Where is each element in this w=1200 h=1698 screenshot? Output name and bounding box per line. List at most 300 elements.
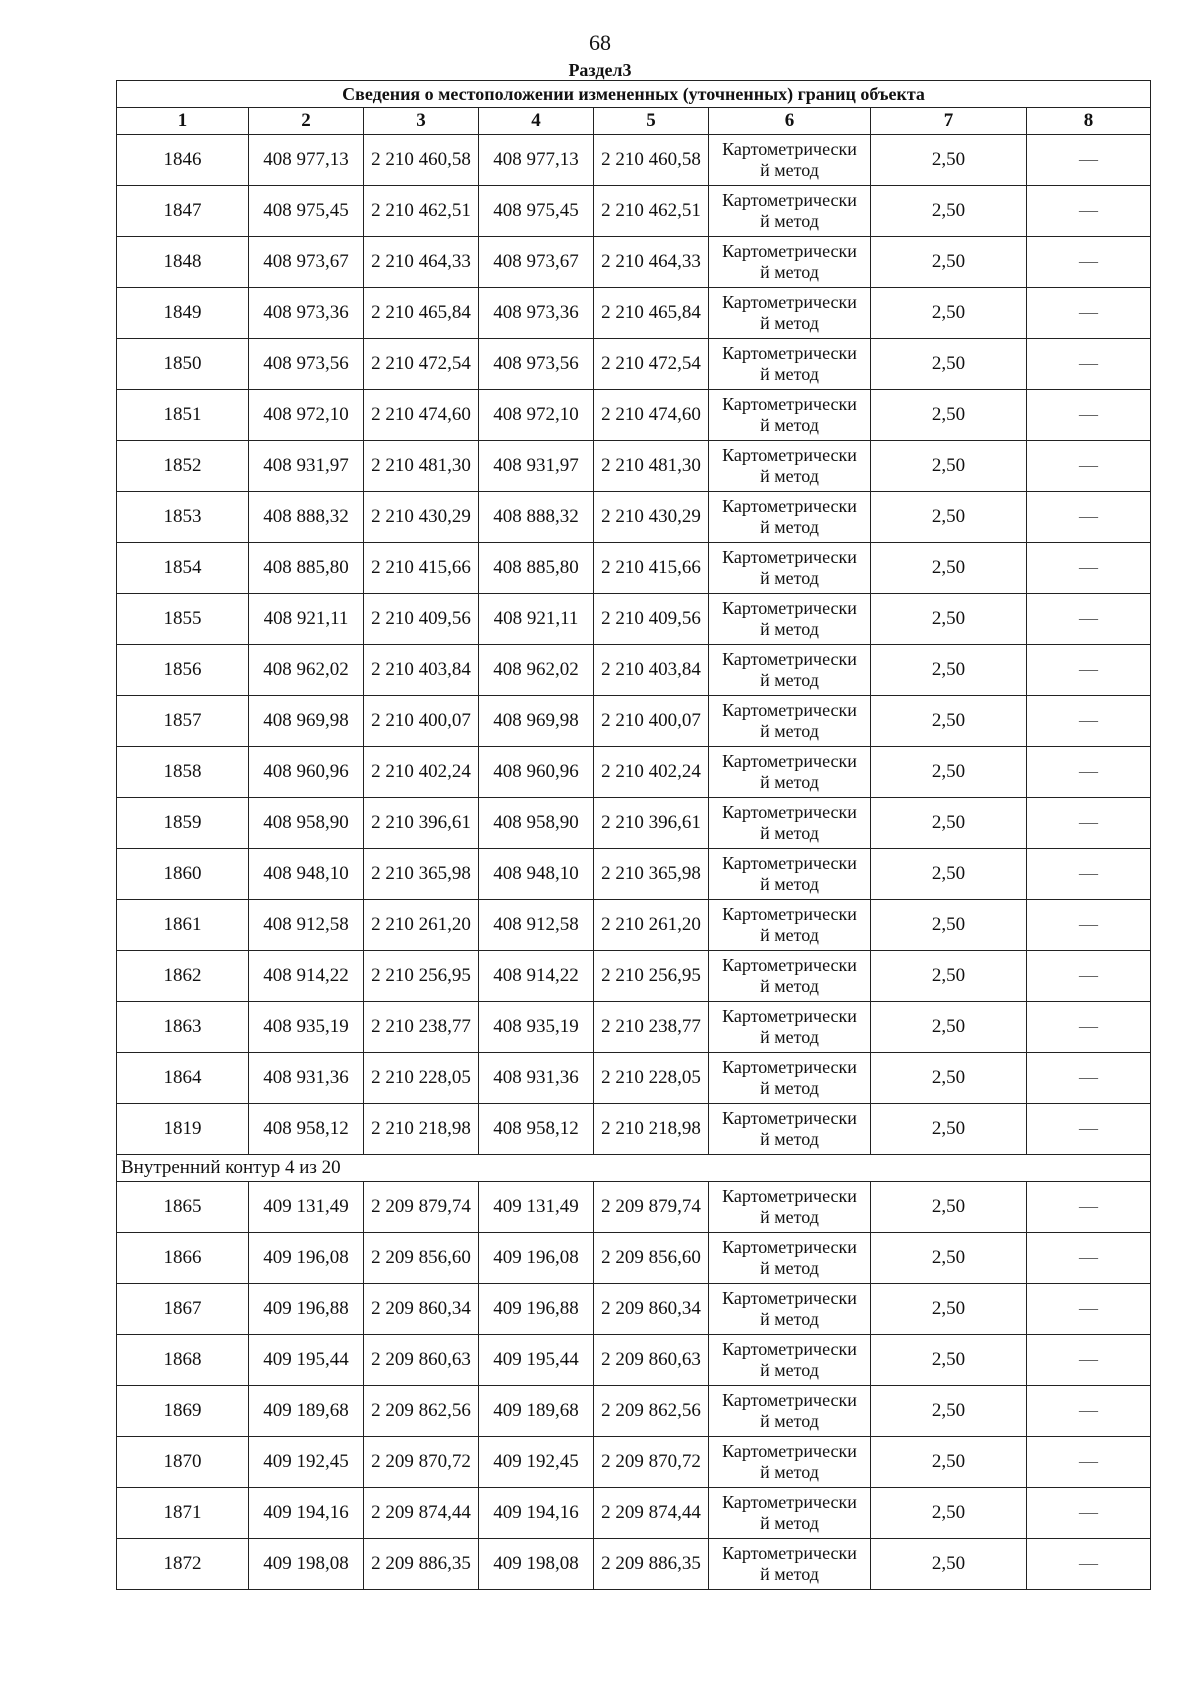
- note-cell: —: [1027, 390, 1151, 441]
- coord-y-cell: 2 210 474,60: [364, 390, 479, 441]
- table-row: [117, 288, 1151, 339]
- method-line-2: й метод: [760, 262, 819, 282]
- method-cell: [709, 288, 871, 339]
- point-number-cell: 1854: [117, 543, 249, 594]
- method-line-1: Картометрически: [722, 1492, 857, 1512]
- coord-y-cell: 2 210 396,61: [364, 798, 479, 849]
- coord-y-cell: 2 210 460,58: [364, 135, 479, 186]
- accuracy-cell: 2,50: [871, 798, 1027, 849]
- accuracy-cell: 2,50: [871, 1488, 1027, 1539]
- accuracy-cell: 2,50: [871, 900, 1027, 951]
- note-cell: —: [1027, 1284, 1151, 1335]
- coord-y-cell: 2 210 465,84: [364, 288, 479, 339]
- table-row: [117, 798, 1151, 849]
- table-row: [117, 492, 1151, 543]
- point-number-cell: 1850: [117, 339, 249, 390]
- table-row: [117, 696, 1151, 747]
- coord-x-new-cell: 408 973,56: [479, 339, 594, 390]
- coord-x-cell: 409 196,08: [249, 1233, 364, 1284]
- note-cell: —: [1027, 1233, 1151, 1284]
- coord-y-new-cell: 2 209 860,63: [594, 1335, 709, 1386]
- coord-y-cell: 2 210 409,56: [364, 594, 479, 645]
- note-cell: —: [1027, 747, 1151, 798]
- note-cell: —: [1027, 492, 1151, 543]
- point-number-cell: 1859: [117, 798, 249, 849]
- coord-x-cell: 408 958,90: [249, 798, 364, 849]
- coord-y-new-cell: 2 210 415,66: [594, 543, 709, 594]
- point-number-cell: 1847: [117, 186, 249, 237]
- method-cell: [709, 1002, 871, 1053]
- point-number-cell: 1855: [117, 594, 249, 645]
- accuracy-cell: 2,50: [871, 390, 1027, 441]
- table-row: [117, 1002, 1151, 1053]
- table-row: [117, 186, 1151, 237]
- note-cell: —: [1027, 1335, 1151, 1386]
- coord-x-cell: 408 935,19: [249, 1002, 364, 1053]
- method-line-1: Картометрически: [722, 547, 857, 567]
- method-line-2: й метод: [760, 721, 819, 741]
- point-number-cell: 1856: [117, 645, 249, 696]
- method-line-1: Картометрически: [722, 496, 857, 516]
- accuracy-cell: 2,50: [871, 1182, 1027, 1233]
- boundary-table: [116, 80, 1151, 1590]
- contour-subheader: Внутренний контур 4 из 20: [117, 1155, 1151, 1182]
- accuracy-cell: 2,50: [871, 1539, 1027, 1590]
- accuracy-cell: 2,50: [871, 288, 1027, 339]
- column-number-row: [117, 108, 1151, 135]
- table-row: [117, 237, 1151, 288]
- coord-x-cell: 408 973,36: [249, 288, 364, 339]
- coord-y-new-cell: 2 210 430,29: [594, 492, 709, 543]
- coord-y-cell: 2 210 400,07: [364, 696, 479, 747]
- method-line-1: Картометрически: [722, 1006, 857, 1026]
- method-line-2: й метод: [760, 1513, 819, 1533]
- accuracy-cell: 2,50: [871, 441, 1027, 492]
- coord-y-new-cell: 2 210 462,51: [594, 186, 709, 237]
- table-row: [117, 1539, 1151, 1590]
- coord-y-cell: 2 209 860,34: [364, 1284, 479, 1335]
- coord-x-cell: 408 912,58: [249, 900, 364, 951]
- column-number: 2: [249, 108, 364, 135]
- table-row: [117, 441, 1151, 492]
- note-cell: —: [1027, 237, 1151, 288]
- method-line-2: й метод: [760, 925, 819, 945]
- accuracy-cell: 2,50: [871, 339, 1027, 390]
- point-number-cell: 1846: [117, 135, 249, 186]
- method-line-1: Картометрически: [722, 1441, 857, 1461]
- coord-x-new-cell: 408 888,32: [479, 492, 594, 543]
- coord-y-new-cell: 2 209 856,60: [594, 1233, 709, 1284]
- note-cell: —: [1027, 1182, 1151, 1233]
- table-row: [117, 900, 1151, 951]
- coord-x-new-cell: 408 914,22: [479, 951, 594, 1002]
- accuracy-cell: 2,50: [871, 543, 1027, 594]
- coord-y-new-cell: 2 210 218,98: [594, 1104, 709, 1155]
- point-number-cell: 1857: [117, 696, 249, 747]
- note-cell: —: [1027, 849, 1151, 900]
- accuracy-cell: 2,50: [871, 1284, 1027, 1335]
- method-cell: [709, 1335, 871, 1386]
- coord-x-cell: 409 194,16: [249, 1488, 364, 1539]
- table-row: [117, 849, 1151, 900]
- table-row: [117, 951, 1151, 1002]
- coord-x-cell: 409 195,44: [249, 1335, 364, 1386]
- coord-y-new-cell: 2 210 228,05: [594, 1053, 709, 1104]
- method-cell: [709, 849, 871, 900]
- accuracy-cell: 2,50: [871, 747, 1027, 798]
- coord-y-cell: 2 210 403,84: [364, 645, 479, 696]
- point-number-cell: 1852: [117, 441, 249, 492]
- point-number-cell: 1849: [117, 288, 249, 339]
- coord-y-cell: 2 209 879,74: [364, 1182, 479, 1233]
- coord-y-new-cell: 2 210 365,98: [594, 849, 709, 900]
- coord-y-new-cell: 2 210 465,84: [594, 288, 709, 339]
- note-cell: —: [1027, 186, 1151, 237]
- accuracy-cell: 2,50: [871, 645, 1027, 696]
- coord-y-cell: 2 210 430,29: [364, 492, 479, 543]
- note-cell: —: [1027, 1539, 1151, 1590]
- coord-y-new-cell: 2 210 402,24: [594, 747, 709, 798]
- coord-x-cell: 408 975,45: [249, 186, 364, 237]
- method-cell: [709, 798, 871, 849]
- point-number-cell: 1869: [117, 1386, 249, 1437]
- table-row: [117, 1053, 1151, 1104]
- point-number-cell: 1870: [117, 1437, 249, 1488]
- method-line-2: й метод: [760, 313, 819, 333]
- method-cell: [709, 390, 871, 441]
- coord-x-new-cell: 408 931,97: [479, 441, 594, 492]
- note-cell: —: [1027, 1488, 1151, 1539]
- method-cell: [709, 1488, 871, 1539]
- coord-y-cell: 2 210 402,24: [364, 747, 479, 798]
- method-cell: [709, 696, 871, 747]
- coord-y-cell: 2 210 472,54: [364, 339, 479, 390]
- note-cell: —: [1027, 543, 1151, 594]
- accuracy-cell: 2,50: [871, 1053, 1027, 1104]
- column-number: 6: [709, 108, 871, 135]
- method-line-2: й метод: [760, 772, 819, 792]
- point-number-cell: 1865: [117, 1182, 249, 1233]
- method-line-1: Картометрически: [722, 1288, 857, 1308]
- table-row: [117, 645, 1151, 696]
- coord-x-cell: 408 973,67: [249, 237, 364, 288]
- method-line-1: Картометрически: [722, 1057, 857, 1077]
- note-cell: —: [1027, 135, 1151, 186]
- coord-x-cell: 409 198,08: [249, 1539, 364, 1590]
- table-row: [117, 390, 1151, 441]
- method-cell: [709, 747, 871, 798]
- column-number: 3: [364, 108, 479, 135]
- method-line-1: Картометрически: [722, 241, 857, 261]
- coord-y-new-cell: 2 210 400,07: [594, 696, 709, 747]
- coord-x-new-cell: 409 196,08: [479, 1233, 594, 1284]
- method-line-2: й метод: [760, 1309, 819, 1329]
- coord-y-cell: 2 209 870,72: [364, 1437, 479, 1488]
- coord-x-cell: 409 189,68: [249, 1386, 364, 1437]
- method-cell: [709, 135, 871, 186]
- method-line-1: Картометрически: [722, 802, 857, 822]
- contour-subheader-row: [117, 1155, 1151, 1182]
- coord-y-cell: 2 210 238,77: [364, 1002, 479, 1053]
- coord-y-new-cell: 2 210 256,95: [594, 951, 709, 1002]
- coord-y-new-cell: 2 210 464,33: [594, 237, 709, 288]
- coord-y-cell: 2 210 256,95: [364, 951, 479, 1002]
- point-number-cell: 1860: [117, 849, 249, 900]
- coord-y-cell: 2 210 261,20: [364, 900, 479, 951]
- note-cell: —: [1027, 1002, 1151, 1053]
- table-row: [117, 1335, 1151, 1386]
- method-line-2: й метод: [760, 466, 819, 486]
- point-number-cell: 1866: [117, 1233, 249, 1284]
- point-number-cell: 1853: [117, 492, 249, 543]
- method-line-2: й метод: [760, 670, 819, 690]
- coord-y-new-cell: 2 210 396,61: [594, 798, 709, 849]
- point-number-cell: 1851: [117, 390, 249, 441]
- coord-y-cell: 2 209 886,35: [364, 1539, 479, 1590]
- accuracy-cell: 2,50: [871, 696, 1027, 747]
- accuracy-cell: 2,50: [871, 951, 1027, 1002]
- method-line-1: Картометрически: [722, 751, 857, 771]
- coord-y-cell: 2 210 462,51: [364, 186, 479, 237]
- method-line-1: Картометрически: [722, 700, 857, 720]
- column-number: 8: [1027, 108, 1151, 135]
- accuracy-cell: 2,50: [871, 1002, 1027, 1053]
- coord-y-new-cell: 2 209 870,72: [594, 1437, 709, 1488]
- method-line-2: й метод: [760, 1564, 819, 1584]
- coord-y-new-cell: 2 209 860,34: [594, 1284, 709, 1335]
- table-row: [117, 1284, 1151, 1335]
- method-line-2: й метод: [760, 1411, 819, 1431]
- coord-y-cell: 2 209 856,60: [364, 1233, 479, 1284]
- point-number-cell: 1872: [117, 1539, 249, 1590]
- coord-x-new-cell: 409 198,08: [479, 1539, 594, 1590]
- section-title: Раздел3: [568, 60, 632, 80]
- coord-x-new-cell: 408 960,96: [479, 747, 594, 798]
- method-line-1: Картометрически: [722, 394, 857, 414]
- note-cell: —: [1027, 696, 1151, 747]
- coord-y-new-cell: 2 210 474,60: [594, 390, 709, 441]
- coord-x-new-cell: 408 912,58: [479, 900, 594, 951]
- column-number: 1: [117, 108, 249, 135]
- point-number-cell: 1848: [117, 237, 249, 288]
- coord-x-cell: 408 931,36: [249, 1053, 364, 1104]
- point-number-cell: 1863: [117, 1002, 249, 1053]
- page-number: 68: [589, 30, 611, 55]
- coord-y-new-cell: 2 210 472,54: [594, 339, 709, 390]
- accuracy-cell: 2,50: [871, 492, 1027, 543]
- coord-x-new-cell: 409 195,44: [479, 1335, 594, 1386]
- method-line-2: й метод: [760, 364, 819, 384]
- method-cell: [709, 441, 871, 492]
- coord-y-cell: 2 210 481,30: [364, 441, 479, 492]
- coord-x-new-cell: 408 975,45: [479, 186, 594, 237]
- coord-x-cell: 408 921,11: [249, 594, 364, 645]
- coord-y-new-cell: 2 209 874,44: [594, 1488, 709, 1539]
- coord-x-new-cell: 408 962,02: [479, 645, 594, 696]
- note-cell: —: [1027, 1104, 1151, 1155]
- note-cell: —: [1027, 645, 1151, 696]
- coord-x-cell: 408 958,12: [249, 1104, 364, 1155]
- method-line-1: Картометрически: [722, 598, 857, 618]
- method-line-2: й метод: [760, 874, 819, 894]
- accuracy-cell: 2,50: [871, 186, 1027, 237]
- method-line-1: Картометрически: [722, 1108, 857, 1128]
- coord-x-cell: 409 192,45: [249, 1437, 364, 1488]
- method-line-2: й метод: [760, 1258, 819, 1278]
- note-cell: —: [1027, 594, 1151, 645]
- note-cell: —: [1027, 288, 1151, 339]
- coord-x-cell: 408 931,97: [249, 441, 364, 492]
- point-number-cell: 1861: [117, 900, 249, 951]
- method-line-2: й метод: [760, 517, 819, 537]
- coord-x-cell: 408 885,80: [249, 543, 364, 594]
- note-cell: —: [1027, 441, 1151, 492]
- method-cell: [709, 1284, 871, 1335]
- coord-y-cell: 2 210 365,98: [364, 849, 479, 900]
- coord-x-new-cell: 408 973,36: [479, 288, 594, 339]
- method-cell: [709, 1182, 871, 1233]
- coord-x-cell: 409 131,49: [249, 1182, 364, 1233]
- note-cell: —: [1027, 951, 1151, 1002]
- note-cell: —: [1027, 1437, 1151, 1488]
- method-cell: [709, 1053, 871, 1104]
- coord-x-new-cell: 409 189,68: [479, 1386, 594, 1437]
- coord-x-new-cell: 409 192,45: [479, 1437, 594, 1488]
- method-line-1: Картометрически: [722, 139, 857, 159]
- table-row: [117, 594, 1151, 645]
- coord-y-cell: 2 209 874,44: [364, 1488, 479, 1539]
- method-line-2: й метод: [760, 211, 819, 231]
- method-cell: [709, 543, 871, 594]
- coord-x-cell: 408 960,96: [249, 747, 364, 798]
- coord-y-new-cell: 2 210 409,56: [594, 594, 709, 645]
- coord-x-cell: 408 972,10: [249, 390, 364, 441]
- method-cell: [709, 900, 871, 951]
- table-body: [117, 135, 1151, 1590]
- coord-x-new-cell: 408 931,36: [479, 1053, 594, 1104]
- coord-y-cell: 2 210 228,05: [364, 1053, 479, 1104]
- method-line-1: Картометрически: [722, 853, 857, 873]
- table-row: [117, 543, 1151, 594]
- coord-y-new-cell: 2 210 238,77: [594, 1002, 709, 1053]
- accuracy-cell: 2,50: [871, 1233, 1027, 1284]
- accuracy-cell: 2,50: [871, 1104, 1027, 1155]
- method-cell: [709, 186, 871, 237]
- accuracy-cell: 2,50: [871, 1437, 1027, 1488]
- table-row: [117, 1386, 1151, 1437]
- accuracy-cell: 2,50: [871, 594, 1027, 645]
- coord-y-cell: 2 209 862,56: [364, 1386, 479, 1437]
- method-line-2: й метод: [760, 1078, 819, 1098]
- column-number: 5: [594, 108, 709, 135]
- accuracy-cell: 2,50: [871, 1335, 1027, 1386]
- accuracy-cell: 2,50: [871, 135, 1027, 186]
- coord-x-new-cell: 409 131,49: [479, 1182, 594, 1233]
- method-line-2: й метод: [760, 415, 819, 435]
- method-line-2: й метод: [760, 568, 819, 588]
- method-line-2: й метод: [760, 823, 819, 843]
- method-line-1: Картометрически: [722, 1237, 857, 1257]
- coord-x-cell: 408 962,02: [249, 645, 364, 696]
- method-line-2: й метод: [760, 976, 819, 996]
- method-line-1: Картометрически: [722, 1543, 857, 1563]
- point-number-cell: 1862: [117, 951, 249, 1002]
- coord-y-new-cell: 2 210 460,58: [594, 135, 709, 186]
- method-cell: [709, 645, 871, 696]
- coord-x-cell: 408 914,22: [249, 951, 364, 1002]
- method-cell: [709, 1539, 871, 1590]
- coord-x-new-cell: 409 196,88: [479, 1284, 594, 1335]
- coord-x-new-cell: 408 935,19: [479, 1002, 594, 1053]
- coord-x-cell: 408 948,10: [249, 849, 364, 900]
- coord-x-cell: 408 973,56: [249, 339, 364, 390]
- coord-x-new-cell: 408 958,12: [479, 1104, 594, 1155]
- method-line-2: й метод: [760, 1207, 819, 1227]
- note-cell: —: [1027, 1053, 1151, 1104]
- coord-x-new-cell: 408 969,98: [479, 696, 594, 747]
- coord-x-new-cell: 409 194,16: [479, 1488, 594, 1539]
- coord-x-new-cell: 408 948,10: [479, 849, 594, 900]
- accuracy-cell: 2,50: [871, 1386, 1027, 1437]
- method-line-1: Картометрически: [722, 343, 857, 363]
- method-line-1: Картометрически: [722, 955, 857, 975]
- point-number-cell: 1868: [117, 1335, 249, 1386]
- accuracy-cell: 2,50: [871, 849, 1027, 900]
- table-row: [117, 1182, 1151, 1233]
- table-caption: Сведения о местоположении измененных (уточненных) границ объекта: [117, 81, 1151, 108]
- method-cell: [709, 492, 871, 543]
- table-row: [117, 1104, 1151, 1155]
- coord-y-cell: 2 210 218,98: [364, 1104, 479, 1155]
- method-line-2: й метод: [760, 160, 819, 180]
- method-line-2: й метод: [760, 1027, 819, 1047]
- point-number-cell: 1871: [117, 1488, 249, 1539]
- coord-x-cell: 409 196,88: [249, 1284, 364, 1335]
- coord-x-cell: 408 977,13: [249, 135, 364, 186]
- coord-x-new-cell: 408 921,11: [479, 594, 594, 645]
- note-cell: —: [1027, 900, 1151, 951]
- coord-y-new-cell: 2 210 261,20: [594, 900, 709, 951]
- coord-x-new-cell: 408 958,90: [479, 798, 594, 849]
- coord-x-new-cell: 408 973,67: [479, 237, 594, 288]
- coord-x-cell: 408 888,32: [249, 492, 364, 543]
- method-line-1: Картометрически: [722, 1186, 857, 1206]
- method-line-1: Картометрически: [722, 1390, 857, 1410]
- table-row: [117, 1233, 1151, 1284]
- coord-x-cell: 408 969,98: [249, 696, 364, 747]
- point-number-cell: 1858: [117, 747, 249, 798]
- coord-y-cell: 2 210 464,33: [364, 237, 479, 288]
- table-row: [117, 135, 1151, 186]
- point-number-cell: 1864: [117, 1053, 249, 1104]
- coord-y-cell: 2 210 415,66: [364, 543, 479, 594]
- coord-x-new-cell: 408 972,10: [479, 390, 594, 441]
- table-row: [117, 747, 1151, 798]
- coord-y-new-cell: 2 209 862,56: [594, 1386, 709, 1437]
- table-row: [117, 1488, 1151, 1539]
- note-cell: —: [1027, 1386, 1151, 1437]
- method-cell: [709, 1233, 871, 1284]
- accuracy-cell: 2,50: [871, 237, 1027, 288]
- point-number-cell: 1867: [117, 1284, 249, 1335]
- coord-y-new-cell: 2 210 403,84: [594, 645, 709, 696]
- table-row: [117, 339, 1151, 390]
- method-line-1: Картометрически: [722, 445, 857, 465]
- method-line-1: Картометрически: [722, 190, 857, 210]
- method-line-2: й метод: [760, 1360, 819, 1380]
- method-line-1: Картометрически: [722, 1339, 857, 1359]
- coord-y-new-cell: 2 209 886,35: [594, 1539, 709, 1590]
